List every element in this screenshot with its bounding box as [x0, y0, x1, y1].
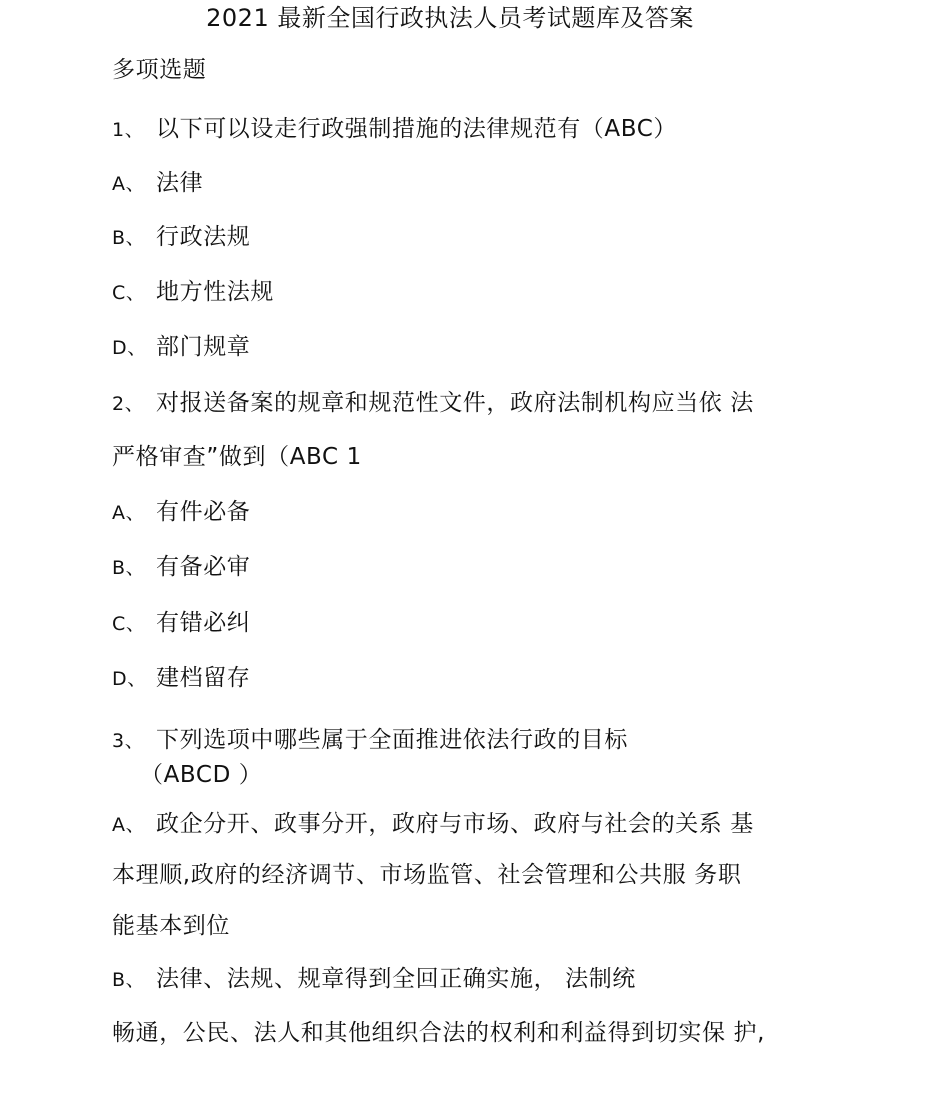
question-text: 对报送备案的规章和规范性文件，政府法制机构应当依 法 — [156, 390, 754, 416]
option-letter: A、 — [112, 814, 146, 836]
question-text: 以下可以设走行政强制措施的法律规范有（ABC） — [156, 116, 677, 142]
option-letter: B、 — [112, 227, 146, 249]
option-text: 本理顺,政府的经济调节、市场监管、社会管理和公共服 务职 — [112, 862, 742, 888]
option-letter: A、 — [112, 173, 146, 195]
question-number: 2、 — [112, 393, 145, 415]
option-1b — [112, 222, 250, 253]
option-1a — [112, 168, 203, 199]
option-1c — [112, 277, 274, 308]
option-text: 行政法规 — [156, 224, 251, 250]
option-text: 部门规章 — [156, 334, 251, 360]
option-3a-continuation — [112, 860, 741, 890]
option-text: 能基本到位 — [112, 913, 230, 939]
option-text: 地方性法规 — [156, 279, 274, 305]
option-3b-continuation — [112, 1018, 765, 1048]
option-text: 政企分开、政事分开，政府与市场、政府与社会的关系 基 — [156, 811, 754, 837]
option-2a — [112, 497, 250, 528]
option-3a — [112, 809, 754, 840]
document-title: 2021 最新全国行政执法人员考试题库及答案 — [206, 4, 694, 32]
option-letter: D、 — [112, 668, 147, 690]
question-2 — [112, 388, 754, 419]
option-1d — [112, 332, 250, 363]
option-3b — [112, 964, 636, 995]
option-text: 法律、法规、规章得到全回正确实施， 法制统 — [156, 966, 636, 992]
option-2b — [112, 552, 250, 583]
option-letter: C、 — [112, 282, 146, 304]
question-2-continuation — [112, 442, 362, 472]
question-text: 严格审查”做到（ABC 1 — [112, 444, 362, 470]
option-letter: C、 — [112, 613, 146, 635]
option-3a-continuation-2 — [112, 911, 230, 941]
option-letter: B、 — [112, 969, 146, 991]
question-3 — [112, 725, 628, 756]
option-letter: B、 — [112, 557, 146, 579]
question-3-answer — [140, 760, 262, 790]
option-2d — [112, 663, 250, 694]
option-text: 建档留存 — [156, 665, 251, 691]
option-text: 有备必审 — [156, 554, 251, 580]
option-2c — [112, 608, 250, 639]
option-text: 有错必纠 — [156, 610, 251, 636]
option-text: 有件必备 — [156, 499, 251, 525]
option-text: 法律 — [156, 170, 204, 196]
option-text: 畅通，公民、法人和其他组织合法的权利和利益得到切实保 护, — [112, 1020, 766, 1046]
option-letter: A、 — [112, 502, 146, 524]
question-text: 下列选项中哪些属于全面推进依法行政的目标 — [156, 727, 628, 753]
question-1 — [112, 114, 677, 145]
question-number: 1、 — [112, 119, 145, 141]
answer-text: （ABCD ） — [140, 762, 263, 788]
section-heading: 多项选题 — [112, 57, 207, 83]
option-letter: D、 — [112, 337, 147, 359]
question-number: 3、 — [112, 730, 145, 752]
